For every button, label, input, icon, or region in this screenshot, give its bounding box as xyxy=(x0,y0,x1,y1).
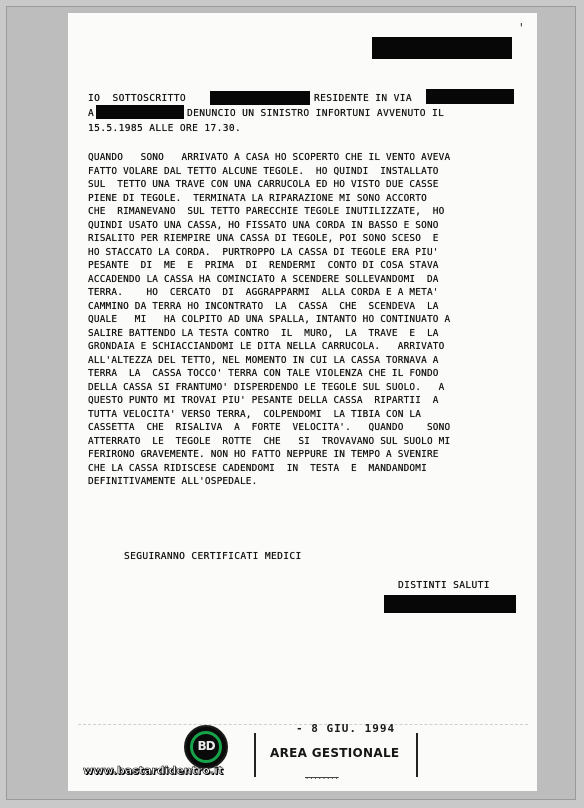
watermark-site-text: www.bastardidentro.it xyxy=(83,764,224,777)
body-line: PIENE DI TEGOLE. TERMINATA LA RIPARAZIONE MI SONO ACCORTO xyxy=(88,192,427,204)
image-frame xyxy=(6,6,576,800)
body-line: QUESTO PUNTO MI TROVAI PIU' PESANTE DELLA CASSA RIPARTII A xyxy=(88,395,439,406)
line-2-prefix: A xyxy=(88,108,95,119)
logo-letters: BD xyxy=(197,739,215,753)
stamp-date: - 8 GIU. 1994 xyxy=(296,722,396,735)
stamp-office: AREA GESTIONALE xyxy=(270,746,400,760)
body-line: CHE LA CASSA RIDISCESE CADENDOMI IN TESTA E MANDANDOMI xyxy=(88,462,427,474)
redaction-header xyxy=(372,37,512,59)
body-line: RISALITO PER RIEMPIRE UNA CASSA DI TEGOLE, POI SONO SCESO E xyxy=(88,233,439,244)
body-line: FERIRONO GRAVEMENTE. NON HO FATTO NEPPURE IN TEMPO A SVENIRE xyxy=(88,449,439,460)
watermark-logo-icon xyxy=(184,725,228,769)
body-line: SUL TETTO UNA TRAVE CON UNA CARRUCOLA ED HO VISTO DUE CASSE xyxy=(88,179,439,190)
body-line: ALL'ALTEZZA DEL TETTO, NEL MOMENTO IN CUI LA CASSA TORNAVA A xyxy=(88,354,439,366)
body-line: GRONDAIA E SCHIACCIANDOMI LE DITA NELLA CARRUCOLA. ARRIVATO xyxy=(88,341,445,352)
line-2-text: DENUNCIO UN SINISTRO INFORTUNI AVVENUTO IL xyxy=(187,108,445,119)
body-line: ATTERRATO LE TEGOLE ROTTE CHE SI TROVAVANO SUL SUOLO MI xyxy=(88,435,451,447)
body-line: CAMMINO DA TERRA HO INCONTRATO LA CASSA CHE SCENDEVA LA xyxy=(88,300,439,312)
body-line: QUALE MI HA COLPITO AD UNA SPALLA, INTANTO HO CONTINUATO A xyxy=(88,314,451,325)
body-line: DEFINITIVAMENTE ALL'OSPEDALE. xyxy=(88,476,258,487)
redaction-signature xyxy=(384,595,516,613)
body-line: SALIRE BATTENDO LA TESTA CONTRO IL MURO, LA TRAVE E LA xyxy=(88,327,439,339)
body-line: TUTTA VELOCITA' VERSO TERRA, COLPENDOMI LA TIBIA CON LA xyxy=(88,408,422,420)
body-line: PESANTE DI ME E PRIMA DI RENDERMI CONTO DI COSA STAVA xyxy=(88,260,439,271)
body-line: CHE RIMANEVANO SUL TETTO PARECCHIE TEGOLE INUTILIZZATE, HO xyxy=(88,206,445,217)
residence-label: RESIDENTE IN VIA xyxy=(314,93,413,104)
body-line: DELLA CASSA SI FRANTUMO' DISPERDENDO LE TEGOLE SUL SUOLO. A xyxy=(88,381,445,393)
body-line: TERRA LA CASSA TOCCO' TERRA CON TALE VIOLENZA CHE IL FONDO xyxy=(88,368,439,379)
certificates-note: SEGUIRANNO CERTIFICATI MEDICI xyxy=(124,551,302,562)
scanned-letter xyxy=(68,13,537,791)
body-line: TERRA. HO CERCATO DI AGGRAPPARMI ALLA CORDA E A META' xyxy=(88,287,439,298)
date-line: 15.5.1985 ALLE ORE 17.30. xyxy=(88,123,242,134)
closing: DISTINTI SALUTI xyxy=(398,580,490,591)
body-line: CASSETTA CHE RISALIVA A FORTE VELOCITA'. QUANDO SONO xyxy=(88,422,451,433)
opening-line: IO SOTTOSCRITTO xyxy=(88,93,187,104)
corner-mark: ' xyxy=(517,21,525,35)
body-line: HO STACCATO LA CORDA. PURTROPPO LA CASSA DI TEGOLE ERA PIU' xyxy=(88,246,439,258)
letter-body xyxy=(88,151,518,489)
body-line: FATTO VOLARE DAL TETTO ALCUNE TEGOLE. HO QUINDI INSTALLATO xyxy=(88,165,439,177)
body-line: QUINDI USATO UNA CASSA, HO FISSATO UNA CORDA IN BASSO E SONO xyxy=(88,219,439,231)
redaction-city xyxy=(96,105,184,119)
redaction-street xyxy=(426,89,514,104)
redaction-name xyxy=(210,91,310,105)
body-line: QUANDO SONO ARRIVATO A CASA HO SCOPERTO CHE IL VENTO AVEVA xyxy=(88,152,451,163)
stamp-footer-mark: ........ xyxy=(305,773,339,781)
body-line: ACCADENDO LA CASSA HA COMINCIATO A SCENDERE SOLLEVANDOMI DA xyxy=(88,273,439,285)
